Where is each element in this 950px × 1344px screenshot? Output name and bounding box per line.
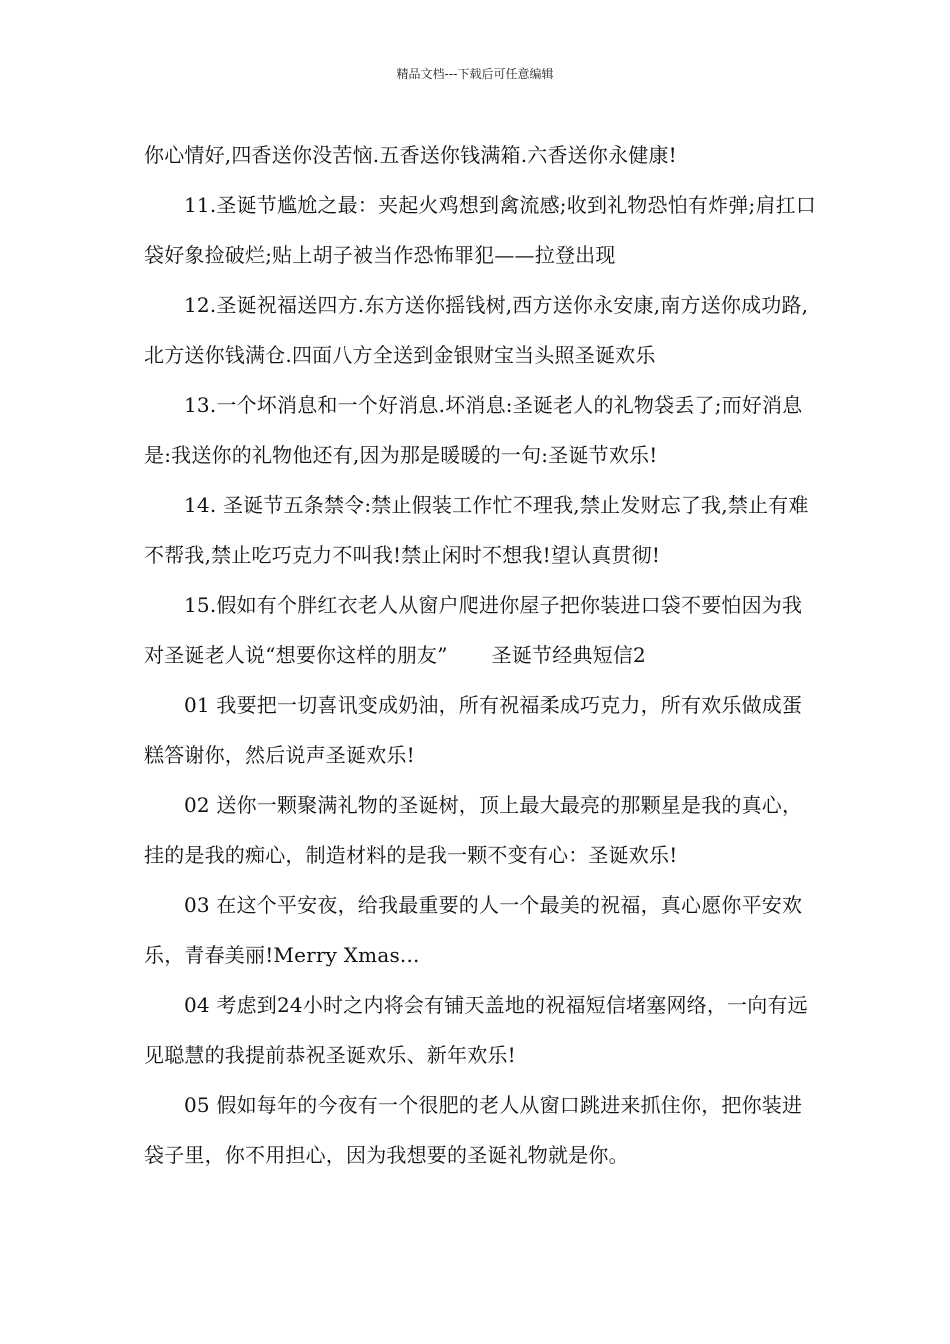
- paragraph-11: [144, 180, 819, 280]
- paragraph-12: [144, 280, 819, 380]
- paragraph-text: 01 我要把一切喜讯变成奶油，所有祝福柔成巧克力，所有欢乐做成蛋糕答谢你，然后说声圣诞欢乐!: [144, 693, 803, 767]
- paragraph-text: 15.假如有个胖红衣老人从窗户爬进你屋子把你装进口袋不要怕因为我对圣诞老人说“想要你这样的朋友”: [144, 593, 803, 667]
- section-heading: 圣诞节经典短信2: [491, 643, 646, 667]
- paragraph-text: 05 假如每年的今夜有一个很肥的老人从窗口跳进来抓住你，把你装进袋子里，你不用担心，因为我想要的圣诞礼物就是你。: [144, 1093, 803, 1167]
- paragraph-04: [144, 980, 819, 1080]
- paragraph-01: [144, 680, 819, 780]
- paragraph-14: [144, 480, 819, 580]
- paragraph-15: [144, 580, 819, 680]
- paragraph-text: 03 在这个平安夜，给我最重要的人一个最美的祝福，真心愿你平安欢乐，青春美丽!Merry Xmas...: [144, 893, 803, 967]
- paragraph-02: [144, 780, 819, 880]
- page-header: 精品文档---下载后可任意编辑: [396, 67, 554, 81]
- paragraph-continuation: [144, 130, 819, 180]
- paragraph-text: 14. 圣诞节五条禁令:禁止假装工作忙不理我,禁止发财忘了我,禁止有难不帮我,禁止吃巧克力不叫我!禁止闲时不想我!望认真贯彻!: [144, 493, 809, 567]
- paragraph-text: 你心情好,四香送你没苦恼.五香送你钱满箱.六香送你永健康!: [144, 143, 677, 167]
- paragraph-03: [144, 880, 819, 980]
- paragraph-13: [144, 380, 819, 480]
- paragraph-text: 13.一个坏消息和一个好消息.坏消息:圣诞老人的礼物袋丢了;而好消息是:我送你的礼物他还有,因为那是暖暖的一句:圣诞节欢乐!: [144, 393, 803, 467]
- paragraph-text: 11.圣诞节尴尬之最：夹起火鸡想到禽流感;收到礼物恐怕有炸弹;肩扛口袋好象捡破烂;贴上胡子被当作恐怖罪犯——拉登出现: [144, 193, 817, 267]
- paragraph-text: 12.圣诞祝福送四方.东方送你摇钱树,西方送你永安康,南方送你成功路,北方送你钱满仓.四面八方全送到金银财宝当头照圣诞欢乐: [144, 293, 809, 367]
- paragraph-text: 02 送你一颗聚满礼物的圣诞树，顶上最大最亮的那颗星是我的真心，挂的是我的痴心，制造材料的是我一颗不变有心：圣诞欢乐!: [144, 793, 803, 867]
- paragraph-text: 04 考虑到24小时之内将会有铺天盖地的祝福短信堵塞网络，一向有远见聪慧的我提前恭祝圣诞欢乐、新年欢乐!: [144, 993, 808, 1067]
- paragraph-05: [144, 1080, 819, 1180]
- document-body: [144, 130, 819, 1180]
